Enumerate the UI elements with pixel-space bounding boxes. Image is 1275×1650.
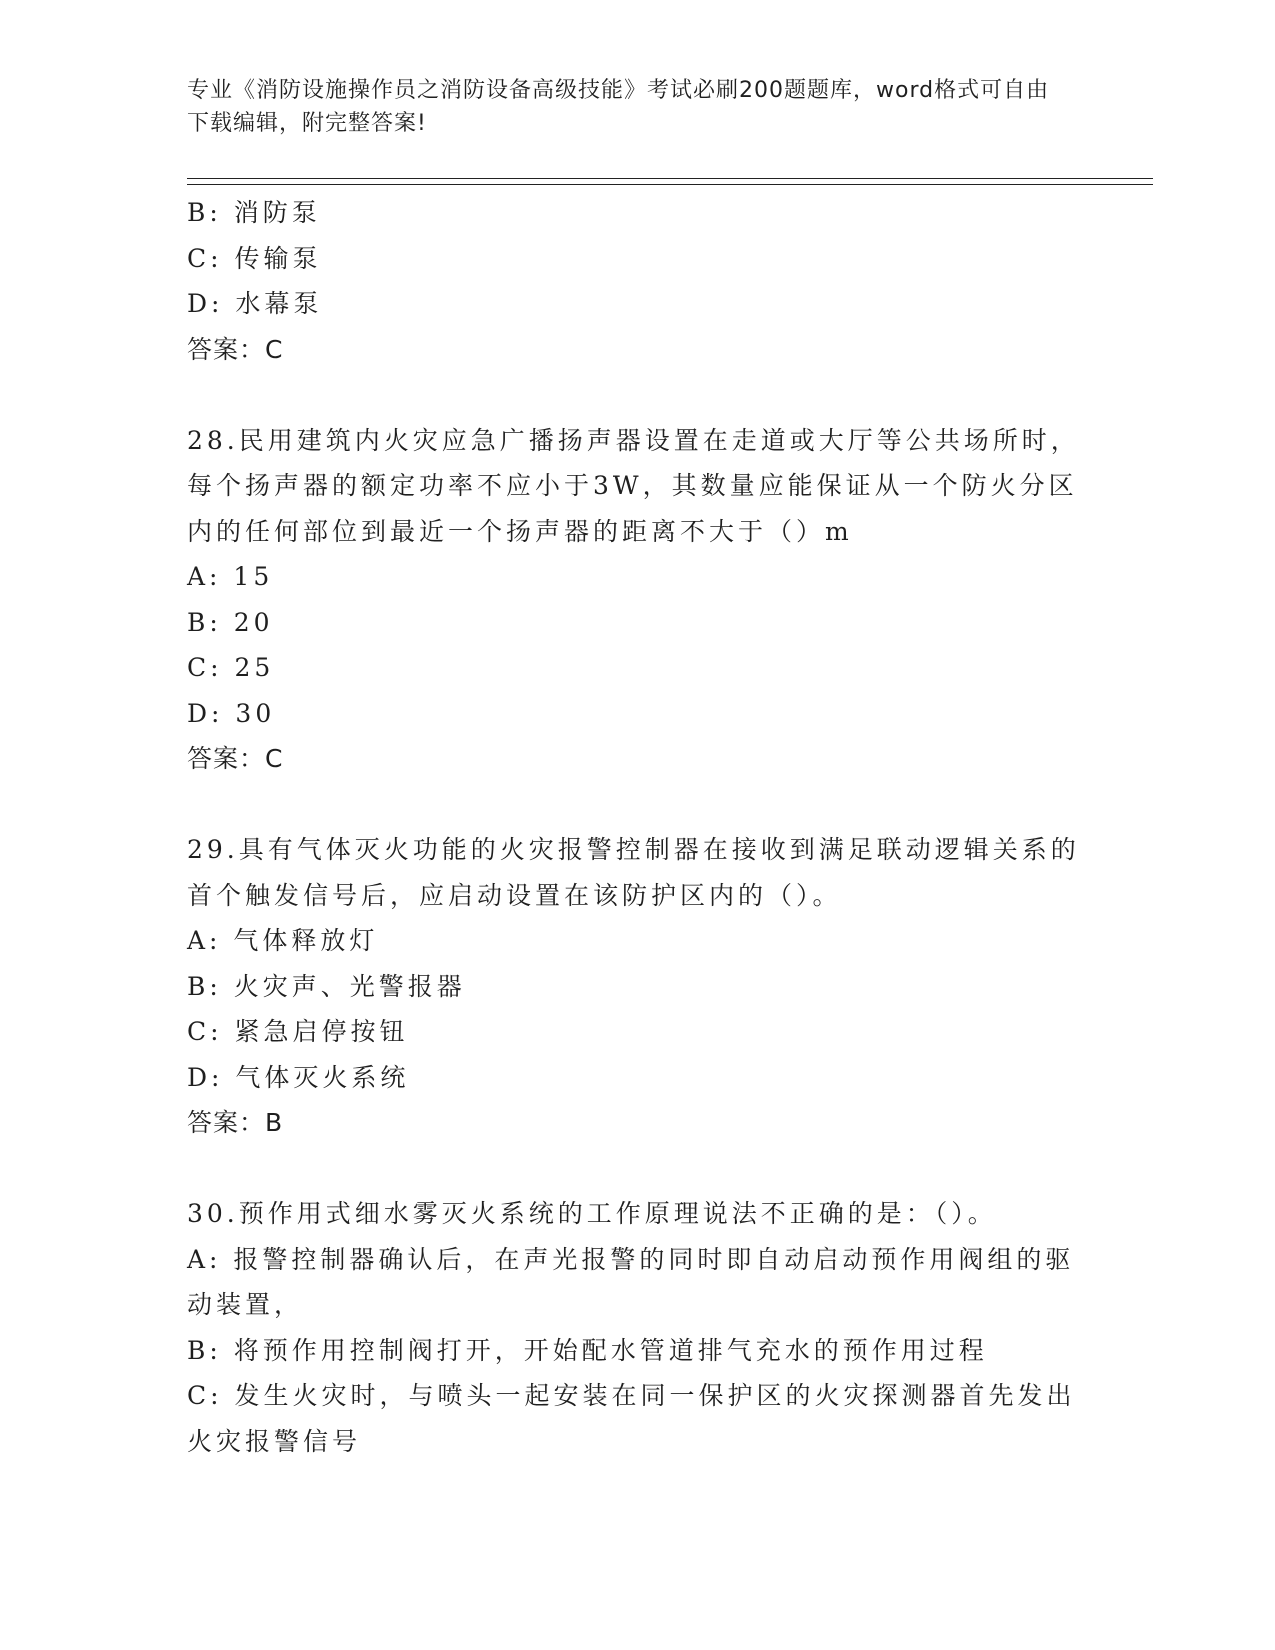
question-content (187, 190, 1087, 1464)
q29-stem-line2: 首个触发信号后，应启动设置在该防护区内的（）。 (187, 880, 842, 910)
q28-option-c: C: 25 (187, 653, 275, 682)
q28-stem-line3: 内的任何部位到最近一个扬声器的距离不大于（）m (187, 516, 853, 546)
q27-option-d: D: 水幕泵 (187, 289, 323, 318)
q28-option-b: B: 20 (187, 607, 274, 637)
q29-option-a: A: 气体释放灯 (187, 926, 379, 955)
document-header: 专业《消防设施操作员之消防设备高级技能》考试必刷200题题库，word格式可自由下载编辑，附完整答案! (187, 78, 1050, 136)
header-rule-bottom (187, 184, 1153, 185)
q29-option-b: B: 火灾声、光警报器 (187, 971, 466, 1001)
q28-option-d: D: 30 (187, 698, 276, 728)
q30-option-a-line2: 动装置， (187, 1290, 304, 1319)
spacer (187, 782, 1087, 828)
q27-option-c: C: 传输泵 (187, 243, 322, 273)
q28-stem-line2: 每个扬声器的额定功率不应小于3W，其数量应能保证从一个防火分区 (187, 471, 1078, 500)
q29-option-c: C: 紧急启停按钮 (187, 1017, 409, 1046)
q27-answer: 答案：C (187, 334, 284, 364)
q29-option-d: D: 气体灭火系统 (187, 1062, 410, 1092)
q28-option-a: A: 15 (187, 562, 274, 591)
q30-option-b: B: 将预作用控制阀打开，开始配水管道排气充水的预作用过程 (187, 1335, 988, 1365)
q29-stem-line1: 29.具有气体灭火功能的火灾报警控制器在接收到满足联动逻辑关系的 (187, 835, 1080, 864)
spacer (187, 372, 1087, 418)
spacer (187, 1146, 1087, 1192)
q30-stem-line1: 30.预作用式细水雾灭火系统的工作原理说法不正确的是：（）。 (187, 1199, 997, 1228)
header-rule-top (187, 178, 1153, 179)
q30-option-a-line1: A: 报警控制器确认后，在声光报警的同时即自动启动预作用阀组的驱 (187, 1244, 1075, 1274)
q28-answer: 答案：C (187, 744, 284, 773)
q30-option-c-line1: C: 发生火灾时，与喷头一起安装在同一保护区的火灾探测器首先发出 (187, 1381, 1076, 1410)
q29-answer: 答案：B (187, 1108, 284, 1137)
q28-stem-line1: 28.民用建筑内火灾应急广播扬声器设置在走道或大厅等公共场所时， (187, 425, 1080, 455)
q27-option-b: B: 消防泵 (187, 198, 321, 227)
q30-option-c-line2: 火灾报警信号 (187, 1426, 362, 1456)
